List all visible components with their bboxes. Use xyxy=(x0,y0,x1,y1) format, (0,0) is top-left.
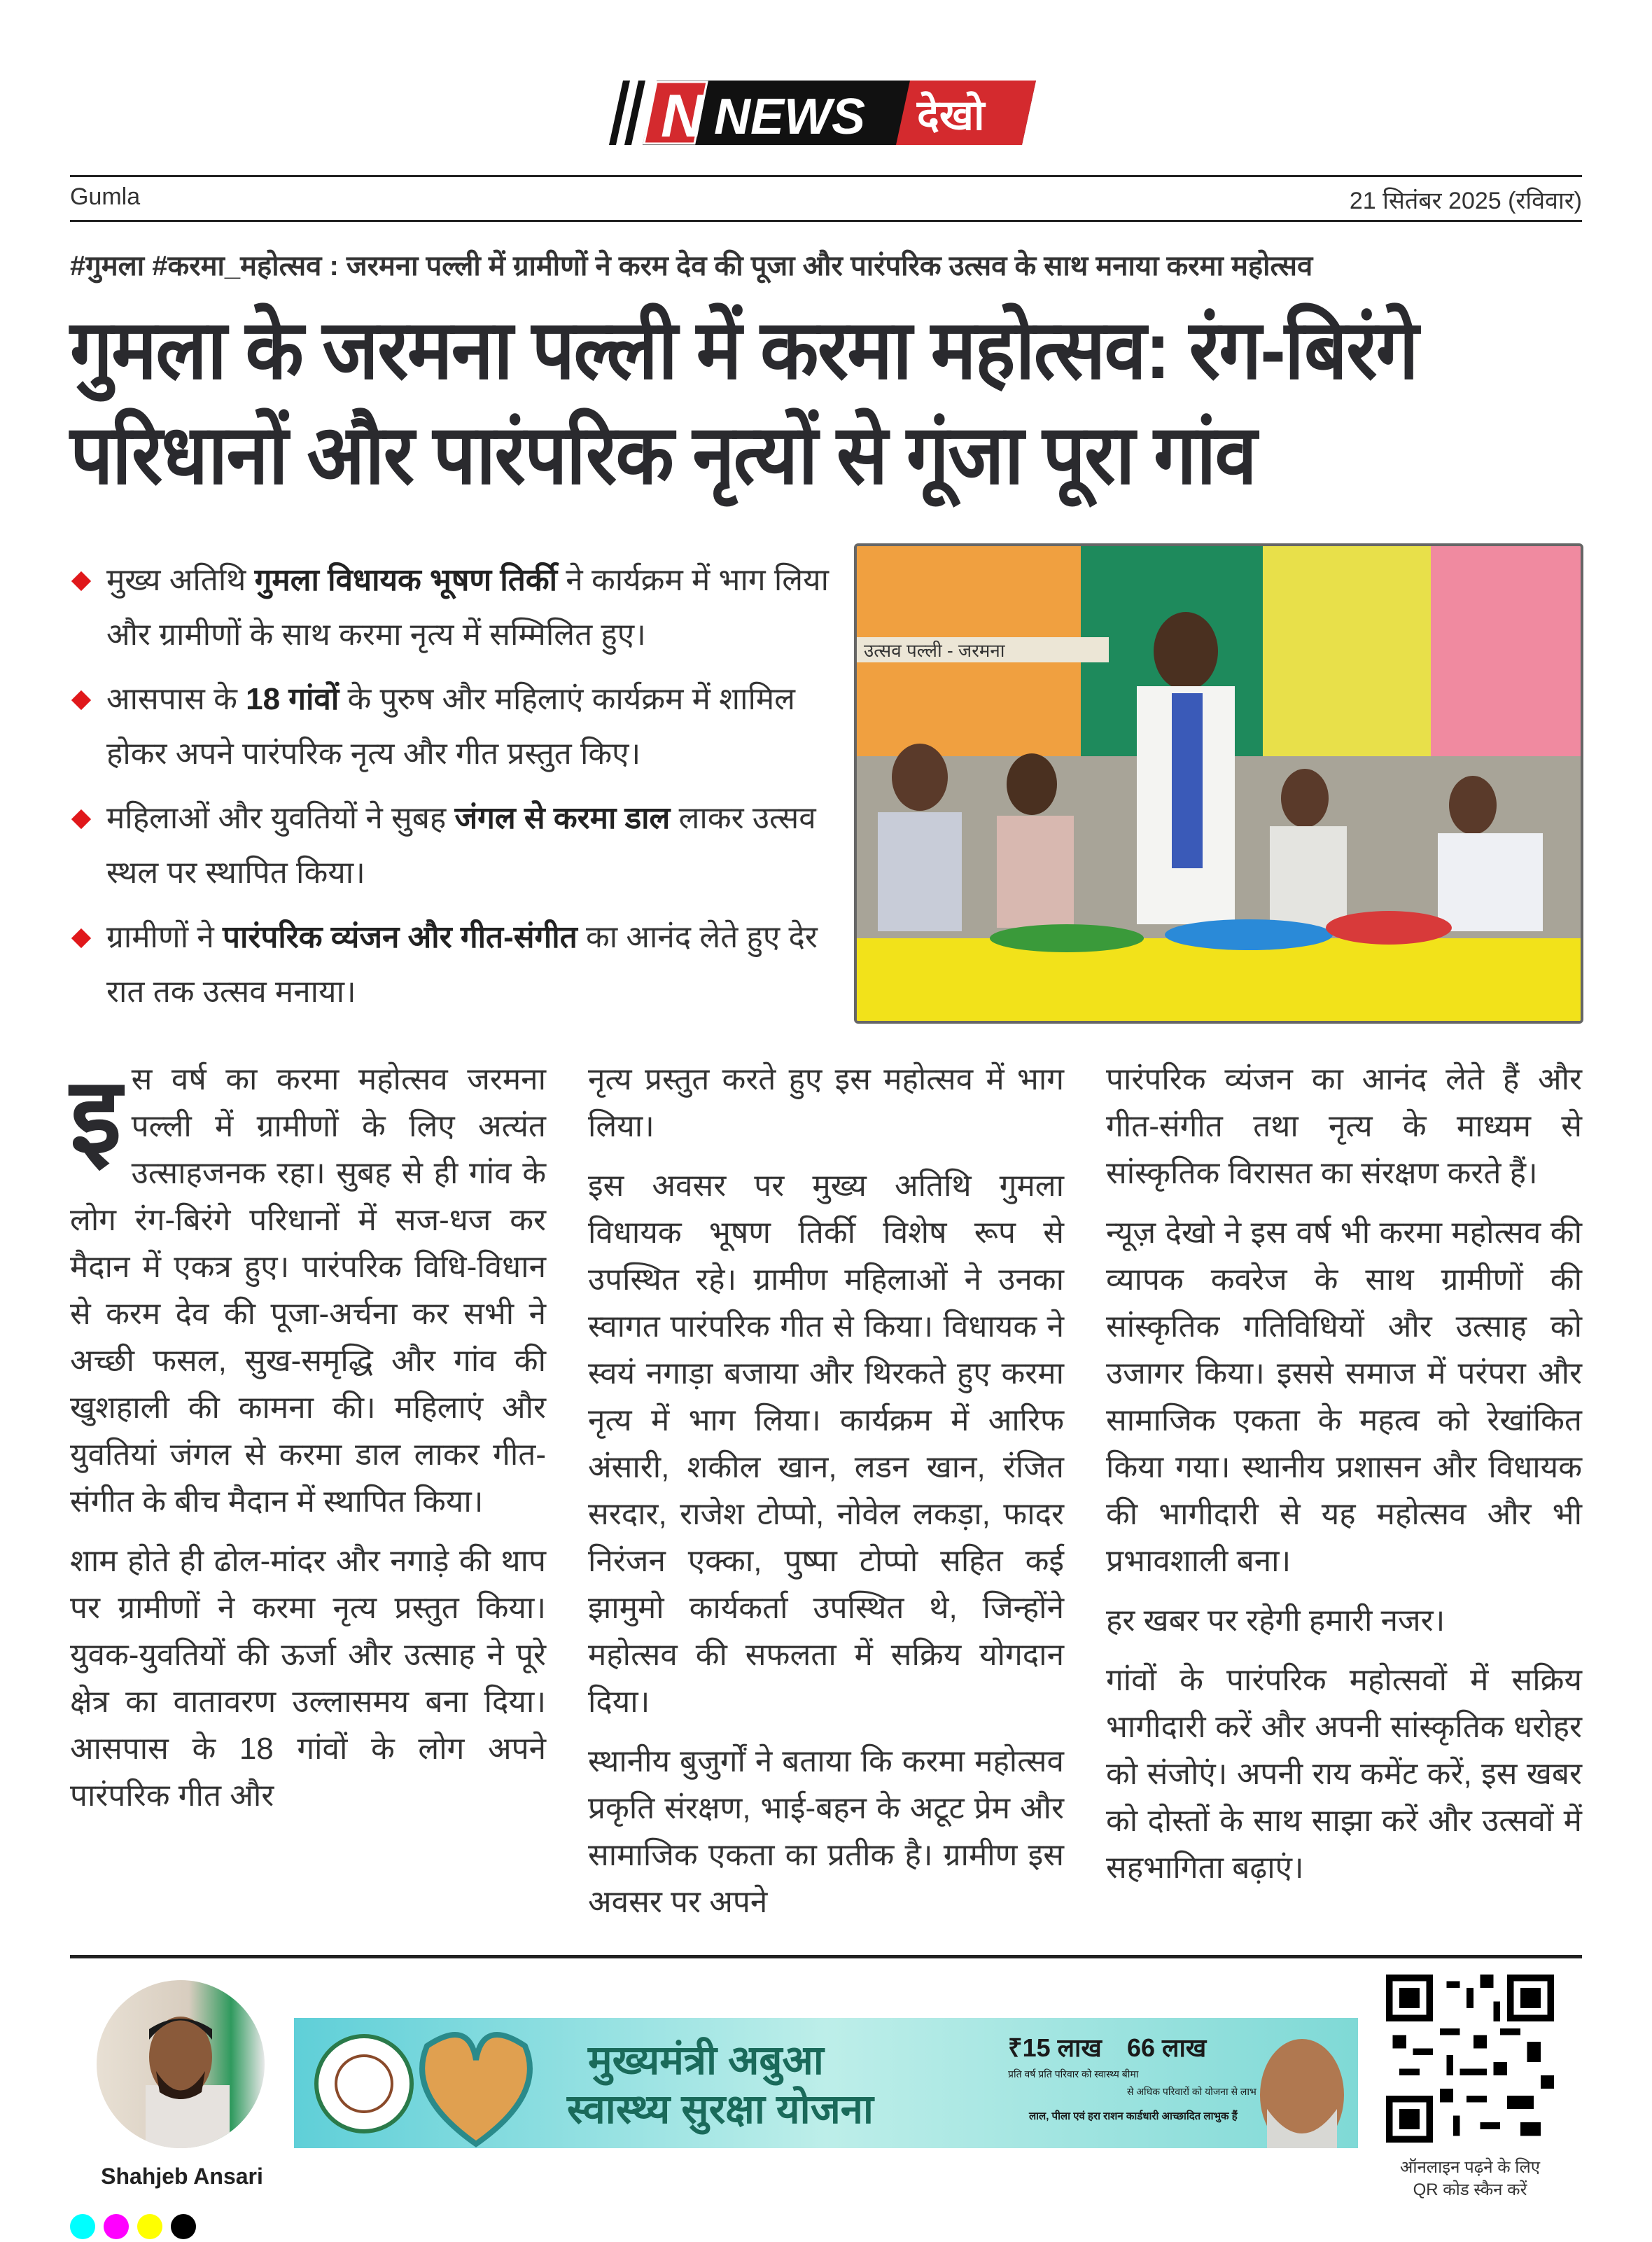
drop-cap: इ xyxy=(70,1057,122,1174)
header-rule-bottom xyxy=(70,220,1582,222)
article-paragraph: शाम होते ही ढोल-मांदर और नगाड़े की थाप पर ग्रामीणों ने करमा नृत्य प्रस्तुत किया। युवक-युवतियों की ऊर्जा और उत्साह ने पूरे क्षेत्र का वातावरण उल्लासमय बना दिया। आसपास के 18 गांवों के लोग अपने पारंपरिक गीत और xyxy=(70,1544,546,1813)
ad-banner-graphic xyxy=(294,2018,1358,2148)
article-paragraph: स्थानीय बुजुर्गों ने बताया कि करमा महोत्सव प्रकृति संरक्षण, भाई-बहन के अटूट प्रेम और सामाजिक एकता का प्रतीक है। ग्रामीण इस अवसर पर अपने xyxy=(588,1744,1064,1919)
reporter-avatar xyxy=(97,1980,265,2148)
article-paragraph: न्यूज़ देखो ने इस वर्ष भी करमा महोत्सव की व्यापक कवरेज के साथ ग्रामीणों की सांस्कृतिक गतिविधियों और उत्साह को उजागर किया। इससे समाज में परंपरा और सामाजिक एकता के महत्व को रेखांकित किया गया। स्थानीय प्रशासन और विधायक की भागीदारी से यह महोत्सव और भी प्रभावशाली बना। xyxy=(1106,1216,1582,1578)
article-column-3 xyxy=(1106,1056,1582,1938)
article-body xyxy=(70,1056,1582,1938)
article-column-1 xyxy=(70,1056,546,1938)
headline-line-1: गुमला के जरमना पल्ली में करमा महोत्सव: रंग-बिरंगे xyxy=(70,304,1418,396)
article-column-2 xyxy=(588,1056,1064,1938)
highlight-item: ग्रामीणों ने पारंपरिक व्यंजन और गीत-संगीत का आनंद लेते हुए देर रात तक उत्सव मनाया। xyxy=(70,910,840,1019)
highlight-item: आसपास के 18 गांवों के पुरुष और महिलाएं कार्यक्रम में शामिल होकर अपने पारंपरिक नृत्य और गीत प्रस्तुत किए। xyxy=(70,672,840,781)
diamond-bullet-icon xyxy=(71,690,91,710)
event-photo[interactable] xyxy=(854,543,1583,1024)
article-paragraph: गांवों के पारंपरिक महोत्सवों में सक्रिय भागीदारी करें और अपनी सांस्कृतिक धरोहर को संजोएं। अपनी राय कमेंट करें, इस खबर को दोस्तों के साथ साझा करें और उत्सवों में सहभागिता बढ़ाएं। xyxy=(1106,1663,1582,1885)
article-paragraph: इस अवसर पर मुख्य अतिथि गुमला विधायक भूषण तिर्की विशेष रूप से उपस्थित रहे। ग्रामीण महिलाओं ने उनका स्वागत पारंपरिक गीत से किया। विधायक ने स्वयं नगाड़ा बजाया और थिरकते हुए करमा नृत्य में भाग लिया। कार्यक्रम में आरिफ अंसारी, शकील खान, लडन खान, रंजित सरदार, राजेश टोप्पो, नोवेल लकड़ा, फादर निरंजन एक्का, पुष्पा टोप्पो सहित कई झामुमो कार्यकर्ता उपस्थित थे, जिन्होंने महोत्सव की सफलता में सक्रिय योगदान दिया। xyxy=(588,1169,1064,1719)
reporter-photo-icon xyxy=(97,1980,265,2148)
article-paragraph: पारंपरिक व्यंजन का आनंद लेते हैं और गीत-संगीत तथा नृत्य के माध्यम से सांस्कृतिक विरासत का संरक्षण करते हैं। xyxy=(1106,1062,1582,1190)
headline xyxy=(70,298,1474,508)
kicker-tags: #गुमला #करमा_महोत्सव : जरमना पल्ली में ग्रामीणों ने करम देव की पूजा और पारंपरिक उत्सव के साथ मनाया करमा महोत्सव xyxy=(70,251,1313,281)
qr-caption-line-2: QR कोड स्कैन करें xyxy=(1413,2180,1527,2199)
svg-text:मुख्यमंत्री अबुआ: मुख्यमंत्री अबुआ xyxy=(588,2038,824,2083)
svg-text:लाल, पीला एवं हरा राशन कार्डधा: लाल, पीला एवं हरा राशन कार्डधारी आच्छादित लाभुक हैं xyxy=(1029,2110,1238,2122)
article-paragraph: इस वर्ष का करमा महोत्सव जरमना पल्ली में ग्रामीणों के लिए अत्यंत उत्साहजनक रहा। सुबह से ही गांव के लोग रंग-बिरंगे परिधानों में सज-धज कर मैदान में एकत्र हुए। पारंपरिक विधि-विधान से करम देव की पूजा-अर्चना कर सभी ने अच्छी फसल, सुख-समृद्धि और गांव की खुशहाली की कामना की। महिलाएं और युवतियां जंगल से करमा डाल लाकर गीत-संगीत के बीच मैदान में स्थापित किया। xyxy=(70,1057,546,1519)
svg-text:से अधिक परिवारों को योजना से ल: से अधिक परिवारों को योजना से लाभ xyxy=(1127,2086,1256,2097)
diamond-bullet-icon xyxy=(71,809,91,829)
svg-text:प्रति वर्ष प्रति परिवार को स्व: प्रति वर्ष प्रति परिवार को स्वास्थ्य बीमा xyxy=(1008,2068,1139,2080)
highlight-item: महिलाओं और युवतियों ने सुबह जंगल से करमा डाल लाकर उत्सव स्थल पर स्थापित किया। xyxy=(70,791,840,900)
qr-caption xyxy=(1365,2157,1575,2201)
location-label: Gumla xyxy=(70,183,141,210)
highlights-list xyxy=(70,553,840,1029)
cmyk-magenta-dot xyxy=(104,2214,129,2239)
svg-text:N: N xyxy=(661,83,705,145)
footer-rule xyxy=(70,1955,1582,1958)
qr-caption-line-1: ऑनलाइन पढ़ने के लिए xyxy=(1399,2158,1541,2177)
cmyk-cyan-dot xyxy=(70,2214,95,2239)
headline-line-2: परिधानों और पारंपरिक नृत्यों से गूंजा पूरा गांव xyxy=(70,409,1256,501)
svg-text:देखो: देखो xyxy=(917,92,985,139)
article-paragraph: हर खबर पर रहेगी हमारी नजर। xyxy=(1106,1603,1446,1638)
news-dekho-logo[interactable] xyxy=(609,81,1043,145)
diamond-bullet-icon xyxy=(71,928,91,948)
diamond-bullet-icon xyxy=(71,571,91,591)
ad-banner-abua-swasthya[interactable] xyxy=(294,2018,1358,2148)
svg-text:स्वास्थ्य सुरक्षा योजना: स्वास्थ्य सुरक्षा योजना xyxy=(567,2087,874,2132)
cmyk-black-dot xyxy=(171,2214,196,2239)
svg-text:66 लाख: 66 लाख xyxy=(1127,2033,1207,2062)
cmyk-yellow-dot xyxy=(137,2214,162,2239)
highlight-item: मुख्य अतिथि गुमला विधायक भूषण तिर्की ने कार्यक्रम में भाग लिया और ग्रामीणों के साथ करमा नृत्य में सम्मिलित हुए। xyxy=(70,553,840,662)
svg-text:NEWS: NEWS xyxy=(714,89,865,145)
event-photo-illustration xyxy=(857,546,1583,1024)
qr-code[interactable] xyxy=(1386,1975,1554,2143)
svg-text:उत्सव पल्ली - जरमना: उत्सव पल्ली - जरमना xyxy=(864,640,1005,661)
date-label: 21 सितंबर 2025 (रविवार) xyxy=(1349,188,1582,214)
reporter-name: Shahjeb Ansari xyxy=(101,2164,263,2189)
article-paragraph: नृत्य प्रस्तुत करते हुए इस महोत्सव में भाग लिया। xyxy=(588,1062,1064,1143)
svg-text:₹15 लाख: ₹15 लाख xyxy=(1008,2033,1102,2062)
header-rule-top xyxy=(70,175,1582,177)
